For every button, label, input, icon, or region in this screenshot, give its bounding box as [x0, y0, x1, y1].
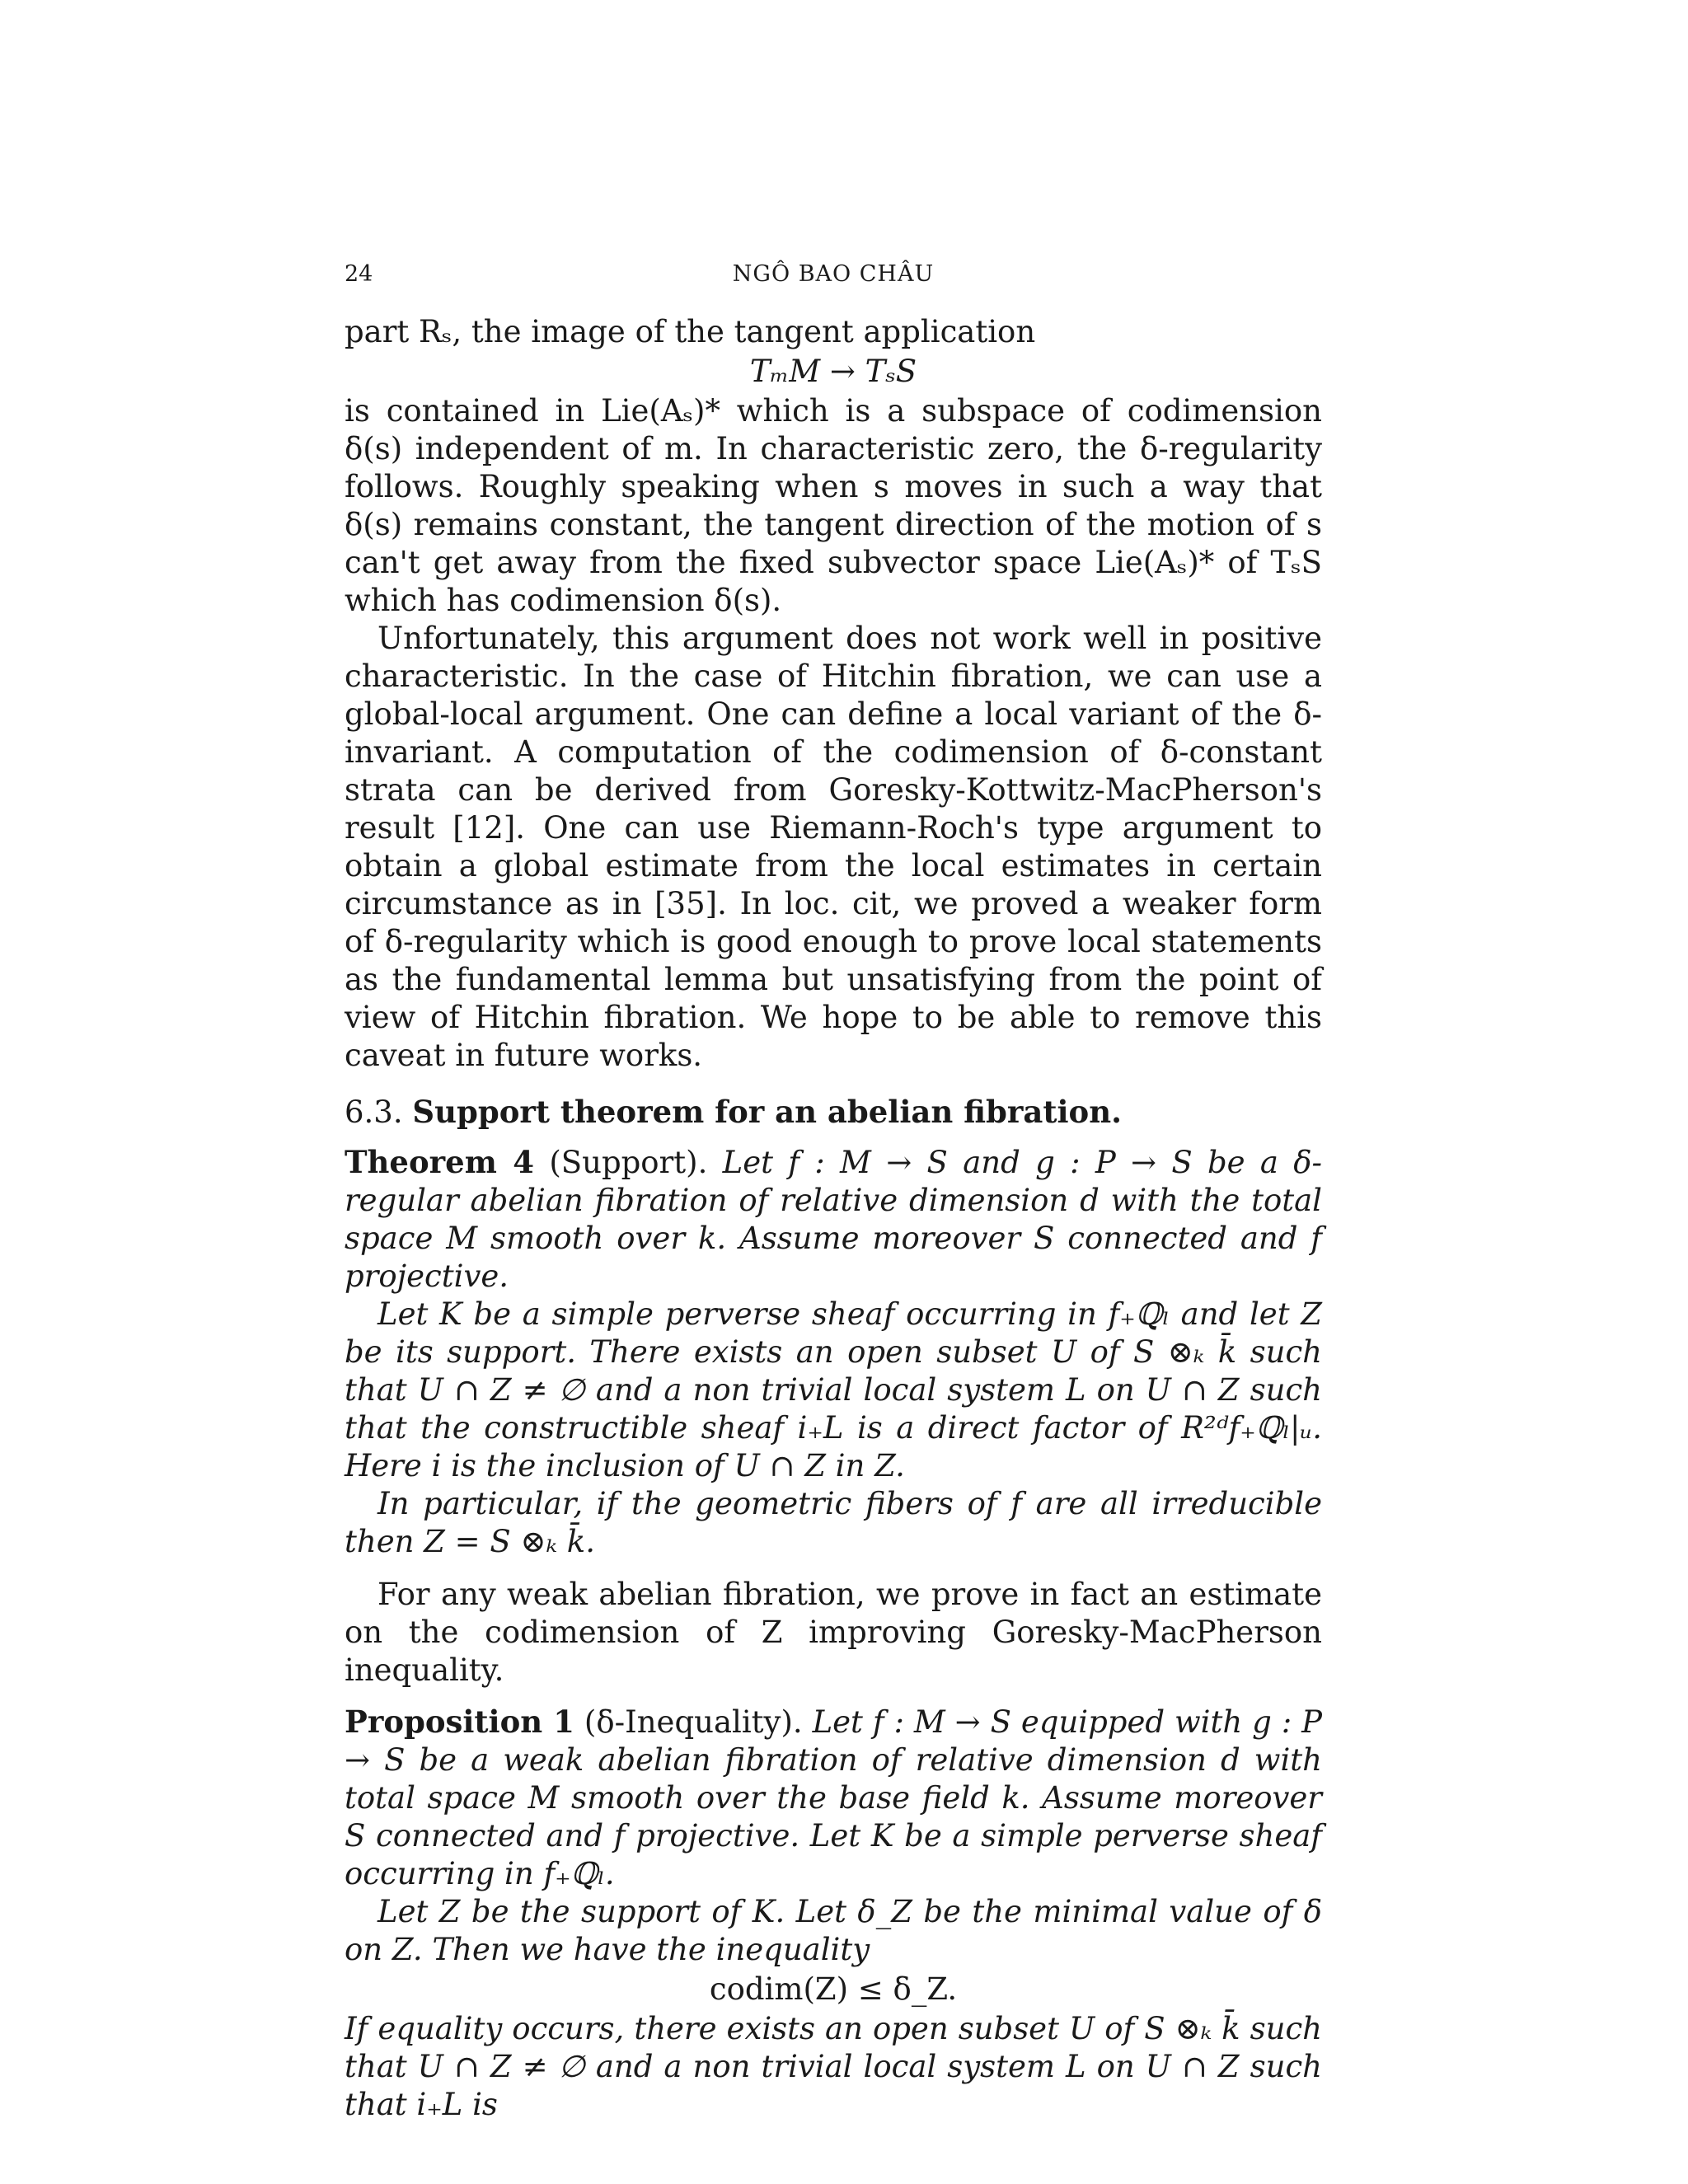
theorem-statement-3: In particular, if the geometric fibers of f are all irreducible then Z = S ⊗ₖ k̄. [345, 1486, 1322, 1559]
theorem-name: (Support). [549, 1145, 708, 1180]
proposition-statement-3: If equality occurs, there exists an open subset U of S ⊗ₖ k̄ such that U ∩ Z ≠ ∅ and a non trivial local system L on U ∩ Z such that i₊L is [345, 2011, 1322, 2122]
proposition-name: (δ-Inequality). [584, 1704, 803, 1740]
running-head [345, 255, 1322, 293]
section-title: Support theorem for an abelian fibration. [412, 1094, 1122, 1130]
paragraph-positive-characteristic: Unfortunately, this argument does not work well in positive characteristic. In the case of Hitchin fibration, we can use a global-local argument. One can define a local variant of the δ-invariant. A computation of the codimension of δ-constant strata can be derived from Goresky-Kottwitz-MacPherson's result [12]. One can use Riemann-Roch's type argument to obtain a global estimate from the local estimates in certain circumstance as in [35]. In loc. cit, we proved a weaker form of δ-regularity which is good enough to prove local statements as the fundamental lemma but unsatisfying from the point of view of Hitchin fibration. We hope to be able to remove this caveat in future works. [345, 621, 1322, 1073]
display-inequality: codim(Z) ≤ δ_Z. [709, 1971, 958, 2007]
proposition-label: Proposition 1 [345, 1704, 574, 1740]
display-equation-tangent: TₘM → TₛS [749, 354, 917, 389]
paragraph-lie-subspace: is contained in Lie(Aₛ)* which is a subspace of codimension δ(s) independent of m. In characteristic zero, the δ-regularity follows. Roughly speaking when s moves in such a way that δ(s) remains constant, the tangent direction of the motion of s can't get away from the fixed subvector space Lie(Aₛ)* of TₛS which has codimension δ(s). [345, 393, 1322, 618]
theorem-label: Theorem 4 [345, 1144, 535, 1180]
section-number: 6.3. [345, 1094, 403, 1130]
page [345, 255, 1322, 2124]
theorem-statement-1: Let f : M → S and g : P → S be a δ-regular abelian fibration of relative dimension d with the total space M smooth over k. Assume moreover S connected and f projective. [345, 1145, 1323, 1294]
proposition-statement-1: Let f : M → S equipped with g : P → S be a weak abelian fibration of relative dimension d with total space M smooth over the base field k. Assume moreover S connected and f projective. Let K be a simple perverse sheaf occurring in f₊ℚₗ. [345, 1704, 1323, 1891]
paragraph-weak-fibration: For any weak abelian fibration, we prove in fact an estimate on the codimension of Z improving Goresky-MacPherson inequality. [345, 1577, 1322, 1688]
proposition-statement-2: Let Z be the support of K. Let δ_Z be the minimal value of δ on Z. Then we have the inequality [345, 1894, 1322, 1967]
theorem-4 [345, 1143, 1322, 1296]
running-title: NGÔ BAO CHÂU [732, 261, 935, 287]
page-number: 24 [345, 261, 373, 287]
paragraph-intro: part Rₛ, the image of the tangent application [345, 314, 1036, 349]
proposition-1 [345, 1703, 1322, 1893]
theorem-statement-2: Let K be a simple perverse sheaf occurring in f₊ℚₗ and let Z be its support. There exists an open subset U of S ⊗ₖ k̄ such that U ∩ Z ≠ ∅ and a non trivial local system L on U ∩ Z such that the constructible sheaf i₊L is a direct factor of R²ᵈf₊ℚₗ|ᵤ. Here i is the inclusion of U ∩ Z in Z. [345, 1296, 1322, 1483]
section-heading [345, 1093, 1322, 1132]
